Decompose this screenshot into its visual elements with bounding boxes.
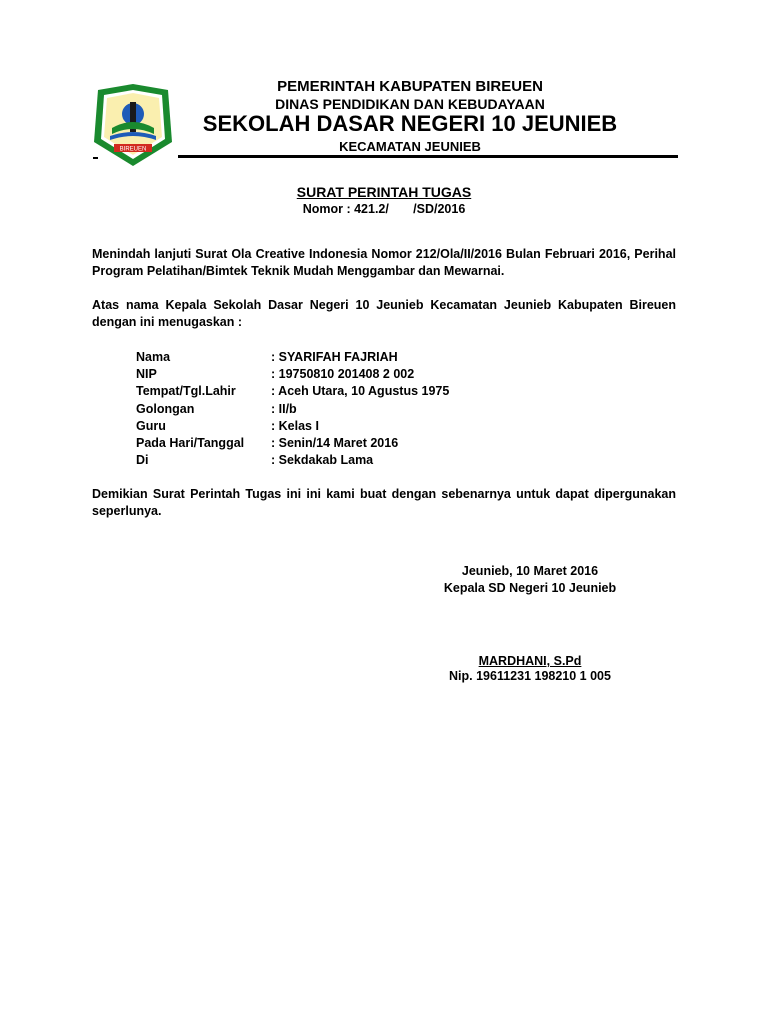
detail-row [136, 349, 449, 366]
detail-value: : Senin/14 Maret 2016 [271, 435, 399, 450]
detail-label: Di [136, 453, 149, 468]
detail-label: Pada Hari/Tanggal [136, 435, 245, 450]
closing-paragraph: Demikian Surat Perintah Tugas ini ini kami buat dengan sebenarnya untuk dapat dipergunakan seperlunya. [92, 487, 676, 518]
header-divider [178, 155, 678, 158]
detail-row [136, 366, 449, 383]
detail-label: Golongan [136, 401, 195, 416]
assignee-details [136, 349, 449, 469]
intro-paragraph: Menindah lanjuti Surat Ola Creative Indonesia Nomor 212/Ola/II/2016 Bulan Februari 2016, Perihal Program Pelatihan/Bimtek Teknik Mudah Menggambar dan Mewarnai. [92, 247, 676, 278]
detail-row [136, 452, 449, 469]
header-divider-mark [93, 157, 98, 159]
detail-value: : 19750810 201408 2 002 [271, 367, 415, 382]
logo-caption: BIREUEN [119, 146, 147, 153]
detail-value: : Sekdakab Lama [271, 453, 374, 468]
header-government: PEMERINTAH KABUPATEN BIREUEN [277, 78, 543, 95]
detail-label: Guru [136, 418, 166, 433]
detail-label: Tempat/Tgl.Lahir [136, 384, 236, 399]
detail-value: : Kelas I [271, 418, 319, 433]
header-district: KECAMATAN JEUNIEB [339, 139, 481, 154]
bireuen-emblem-icon [90, 82, 176, 168]
signature-place-date: Jeunieb, 10 Maret 2016 [461, 564, 599, 578]
letter-title: SURAT PERINTAH TUGAS [296, 184, 472, 200]
detail-row [136, 383, 449, 400]
detail-value: : Aceh Utara, 10 Agustus 1975 [271, 384, 450, 399]
detail-row [136, 401, 449, 418]
signatory-nip: Nip. 19611231 198210 1 005 [449, 669, 611, 683]
letter-number: Nomor : 421.2/ /SD/2016 [302, 202, 466, 216]
detail-row [136, 435, 449, 452]
header-school-name: SEKOLAH DASAR NEGERI 10 JEUNIEB [202, 111, 618, 136]
detail-label: NIP [136, 367, 157, 382]
signatory-name: MARDHANI, S.Pd [478, 654, 582, 668]
assignment-paragraph: Atas nama Kepala Sekolah Dasar Negeri 10 Jeunieb Kecamatan Jeunieb Kabupaten Bireuen dengan ini menugaskan : [92, 298, 676, 329]
detail-value: : SYARIFAH FAJRIAH [271, 350, 398, 364]
header-department: DINAS PENDIDIKAN DAN KEBUDAYAAN [275, 96, 545, 112]
regency-logo [90, 82, 176, 168]
detail-value: : II/b [271, 401, 297, 416]
detail-row [136, 418, 449, 435]
signature-position: Kepala SD Negeri 10 Jeunieb [443, 581, 617, 595]
detail-label: Nama [136, 350, 171, 364]
